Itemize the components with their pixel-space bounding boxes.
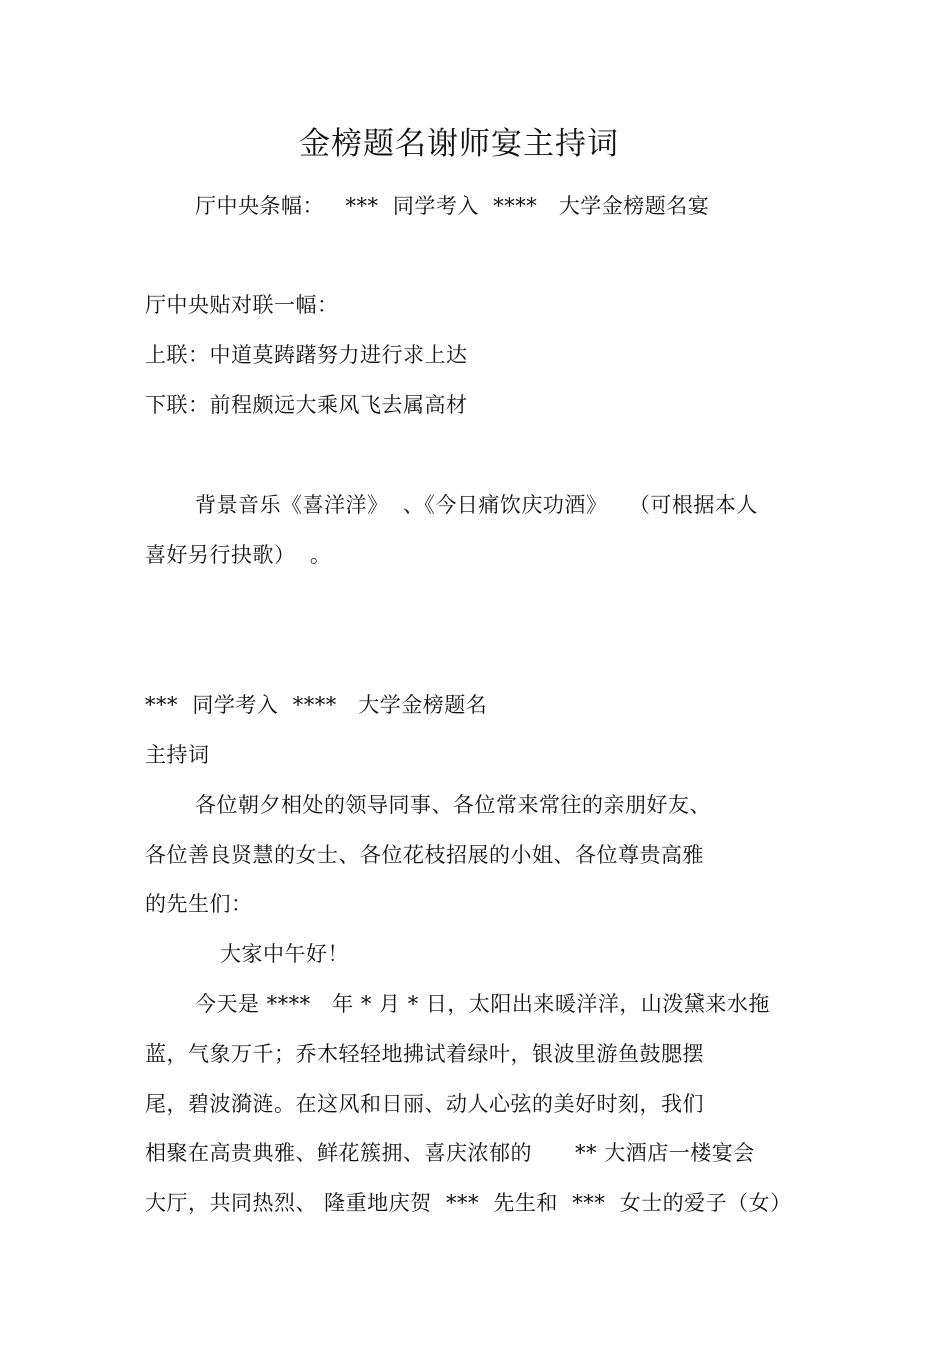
document-title: 金榜题名谢师宴主持词 — [299, 126, 619, 162]
banner-line: 厅中央条幅： *** 同学考入 **** 大学金榜题名宴 — [195, 194, 710, 218]
speech-p2-line-2: 蓝，气象万千；乔木轻轻地拂试着绿叶，银波里游鱼鼓腮摆 — [145, 1042, 704, 1066]
music-line-1: 背景音乐《喜洋洋》 、《今日痛饮庆功酒》 （可根据本人 — [195, 493, 758, 517]
speech-p2-line-3: 尾，碧波漪涟。在这风和日丽、动人心弦的美好时刻，我们 — [145, 1092, 704, 1116]
speech-p1-line-3: 的先生们： — [145, 892, 253, 916]
music-line-2: 喜好另行抉歌） 。 — [145, 543, 332, 567]
speech-greeting: 大家中午好！ — [220, 942, 349, 966]
couplet-upper: 上联：中道莫踌躇努力进行求上达 — [145, 343, 468, 367]
speech-p2-line-1: 今天是 **** 年 * 月 * 日，太阳出来暖洋洋，山泼黛来水拖 — [195, 992, 770, 1016]
couplet-lower: 下联：前程颇远大乘风飞去属高材 — [145, 393, 468, 417]
section-heading-1: *** 同学考入 **** 大学金榜题名 — [145, 693, 488, 717]
speech-p1-line-2: 各位善良贤慧的女士、各位花枝招展的小姐、各位尊贵高雅 — [145, 843, 704, 867]
section-heading-2: 主持词 — [145, 743, 210, 767]
speech-p1-line-1: 各位朝夕相处的领导同事、各位常来常往的亲朋好友、 — [195, 793, 711, 817]
speech-p2-line-4: 相聚在高贵典雅、鲜花簇拥、喜庆浓郁的 ** 大酒店一楼宴会 — [145, 1141, 755, 1165]
couplet-intro: 厅中央贴对联一幅： — [145, 293, 339, 317]
speech-p2-line-5: 大厅，共同热烈、 隆重地庆贺 *** 先生和 *** 女士的爱子（女） — [145, 1191, 792, 1215]
